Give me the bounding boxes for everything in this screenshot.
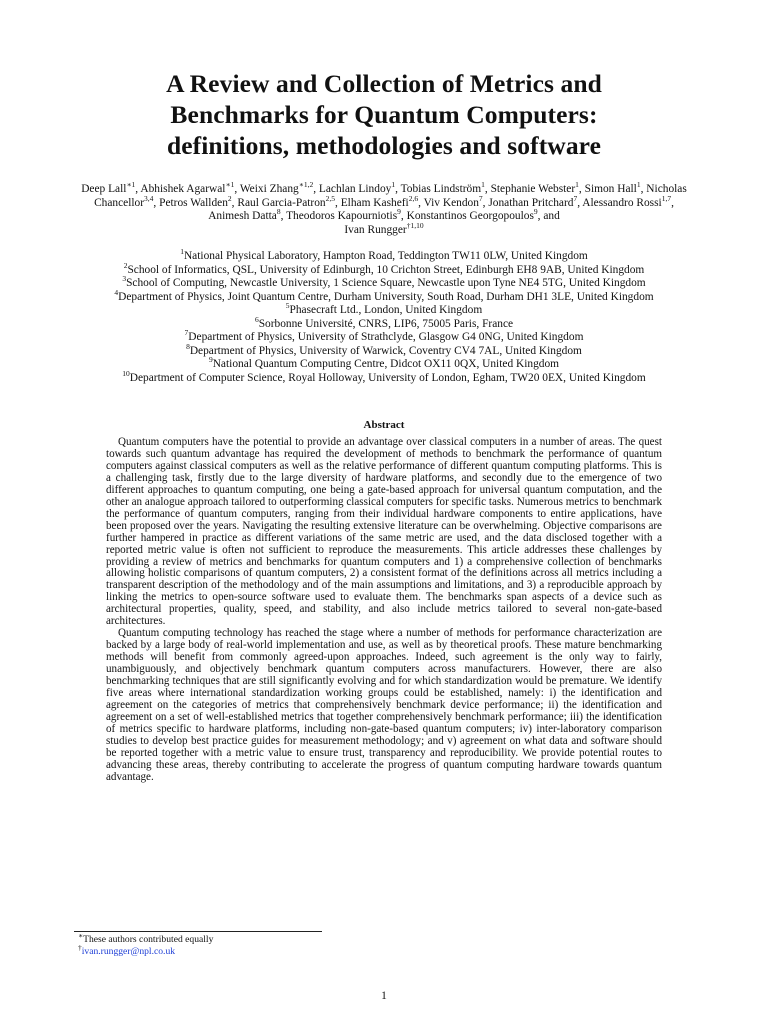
- footnote-corresponding-email: †ivan.rungger@npl.co.uk: [78, 942, 176, 957]
- footnote-divider: [74, 931, 322, 932]
- author: Raul Garcia-Patron$^{2,5}$: [237, 193, 335, 209]
- email-link[interactable]: ivan.rungger@npl.co.uk: [81, 946, 176, 957]
- author: Animesh Datta$^8$: [208, 207, 281, 222]
- footnotes: [78, 930, 478, 958]
- paper-title: [60, 68, 708, 161]
- author: Jonathan Pritchard$^7$: [488, 193, 578, 209]
- affiliation: $^6$Sorbonne Université, CNRS, LIP6, 75005 Paris, France: [254, 314, 514, 330]
- author: Simon Hall$^1$: [584, 180, 641, 195]
- footnote-equal-contribution: ∗These authors contributed equally: [78, 930, 214, 945]
- affiliation: $^7$Department of Physics, University of Strathclyde, Glasgow G4 0NG, United Kingdom: [184, 328, 584, 343]
- author: Theodoros Kapourniotis$^9$: [286, 207, 401, 222]
- affiliation: $^{10}$Department of Computer Science, Royal Holloway, University of London, Egham, TW20 0EX, United Kingdom: [122, 368, 646, 384]
- affiliation: $^2$School of Informatics, QSL, University of Edinburgh, 10 Crichton Street, Edinburgh EH8 9AB, United Kingdom: [123, 260, 645, 276]
- author: Deep Lall$^{∗1}$: [81, 180, 136, 195]
- affiliation: $^8$Department of Physics, University of Warwick, Coventry CV4 7AL, United Kingdom: [186, 341, 582, 357]
- author: Lachlan Lindoy$^1$: [318, 180, 396, 195]
- abstract-body: [106, 437, 662, 784]
- page-number: 1: [381, 990, 387, 1002]
- abstract-paragraph: Quantum computers have the potential to provide an advantage over classical computers in a number of areas. The quest towards such quantum advantage has required the development of methods to benchmark the performance of quantum computers against classical computers as well as the relative performance of different quantum computing platforms. This is a challenging task, firstly due to the large diversity of hardware platforms, and secondly due to the emergence of two different approaches to quantum computing, one being a gate-based approach for universal quantum computation, and the other an analogue approach tailored to outperforming classical computers for specific tasks. Numerous metrics to benchmark the performance of quantum computers, ranging from their individual hardware components to entire applications, have been proposed over the years. Navigating the resulting extensive literature can be overwhelming. Objective comparisons are further hampered in practice as different variations of the same metric are used, and the data disclosed together with a reported metric value is often not sufficient to reproduce the measurements. This article addresses these challenges by providing a review of metrics and benchmarks for quantum computers and 1) a comprehensive collection of benchmarks allowing holistic comparisons of quantum computers, 2) a consistent format of the definitions across all metrics including a transparent description of the methodology and of the main assumptions and limitations, and 3) a reproducible approach by linking the metrics to open-source software used to evaluate them. The benchmarks span aspects of a device such as architectural properties, quality, speed, and stability, and also include metrics tailored to several non-gate-based architectures.: [106, 436, 662, 628]
- author-connector: and: [543, 210, 560, 222]
- affiliation: $^5$Phasecraft Ltd., London, United Kingdom: [285, 301, 483, 316]
- author: Konstantinos Georgopoulos$^9$: [406, 207, 538, 222]
- author: Petros Wallden$^2$: [159, 193, 232, 209]
- author: Alessandro Rossi$^{1,7}$: [582, 193, 672, 209]
- author: Elham Kashefi$^{2,6}$: [340, 193, 419, 209]
- affiliation: $^9$National Quantum Computing Centre, Didcot OX11 0QX, United Kingdom: [208, 355, 560, 370]
- affiliation: $^1$National Physical Laboratory, Hampton Road, Teddington TW11 0LW, United Kingdom: [180, 247, 588, 262]
- affiliation-list: [30, 247, 738, 385]
- author: Viv Kendon$^7$: [423, 193, 483, 209]
- abstract-heading: Abstract: [363, 419, 405, 431]
- author: Nicholas Chancellor$^{3,4}$: [94, 183, 687, 209]
- title-line: definitions, methodologies and software: [166, 131, 602, 160]
- author: Ivan Rungger$^{\dagger 1,10}$: [344, 220, 424, 236]
- author: Tobias Lindström$^1$: [400, 180, 485, 195]
- abstract-paragraph: Quantum computing technology has reached the stage where a number of methods for performance characterization are backed by a large body of real-world implementation and use, as well as by theoretical proofs. These mature benchmarking methods will benefit from commonly agreed-upon approaches. Indeed, such agreement is the only way to fairly, unambiguously, and objectively benchmark quantum computers across manufacturers. However, there are also benchmarking techniques that are still significantly evolving and for which standardization would be premature. We identify five areas where international standardization working groups could be established, namely: i) the identification and agreement on the categories of metrics that comprehensively benchmark device performance; ii) the identification and agreement on a set of well-established metrics that together comprehensively benchmark performance; iii) the identification of metrics specific to hardware platforms, including non-gate-based quantum computers; iv) inter-laboratory comparison studies to develop best practice guides for measurement methodology; and v) agreement on what data and software should be reported together with a metric value to ensure trust, transparency and reproducibility. We provide potential routes to advancing these areas, thereby contributing to accelerate the progress of quantum computing hardware towards quantum advantage.: [106, 627, 662, 783]
- title-line: A Review and Collection of Metrics and: [166, 69, 602, 98]
- affiliation: $^3$School of Computing, Newcastle University, 1 Science Square, Newcastle upon Tyne NE4 5TG, United Kingdom: [122, 274, 646, 289]
- affiliation: $^4$Department of Physics, Joint Quantum Centre, Durham University, South Road, Durham DH1 3LE, United Kingdom: [114, 287, 654, 303]
- title-line: Benchmarks for Quantum Computers:: [170, 100, 598, 129]
- author: Weixi Zhang$^{∗1,2}$: [239, 180, 314, 195]
- author-list: Deep Lall$^{∗1}$, Abhishek Agarwal$^{∗1}$, Weixi Zhang$^{∗1,2}$, Lachlan Lindoy$^1$, Tobias Lindström$^1$, Stephanie Webster$^1$, Simon Hall$^1$, Nicholas Chancellor$^{3,4}$, Petros Wallden$^2$, Raul Garcia-Patron$^{2,5}$, Elham Kashefi$^{2,6}$, Viv Kendon$^7$, Jonathan Pritchard$^7$, Alessandro Rossi$^{1,7}$, Animesh Datta$^8$, Theodoros Kapourniotis$^9$, Konstantinos Georgopoulos$^9$, and Ivan Rungger$^{\dagger 1,10}$: [81, 180, 687, 236]
- author: Stephanie Webster$^1$: [490, 180, 579, 195]
- author: Abhishek Agarwal$^{∗1}$: [140, 180, 235, 195]
